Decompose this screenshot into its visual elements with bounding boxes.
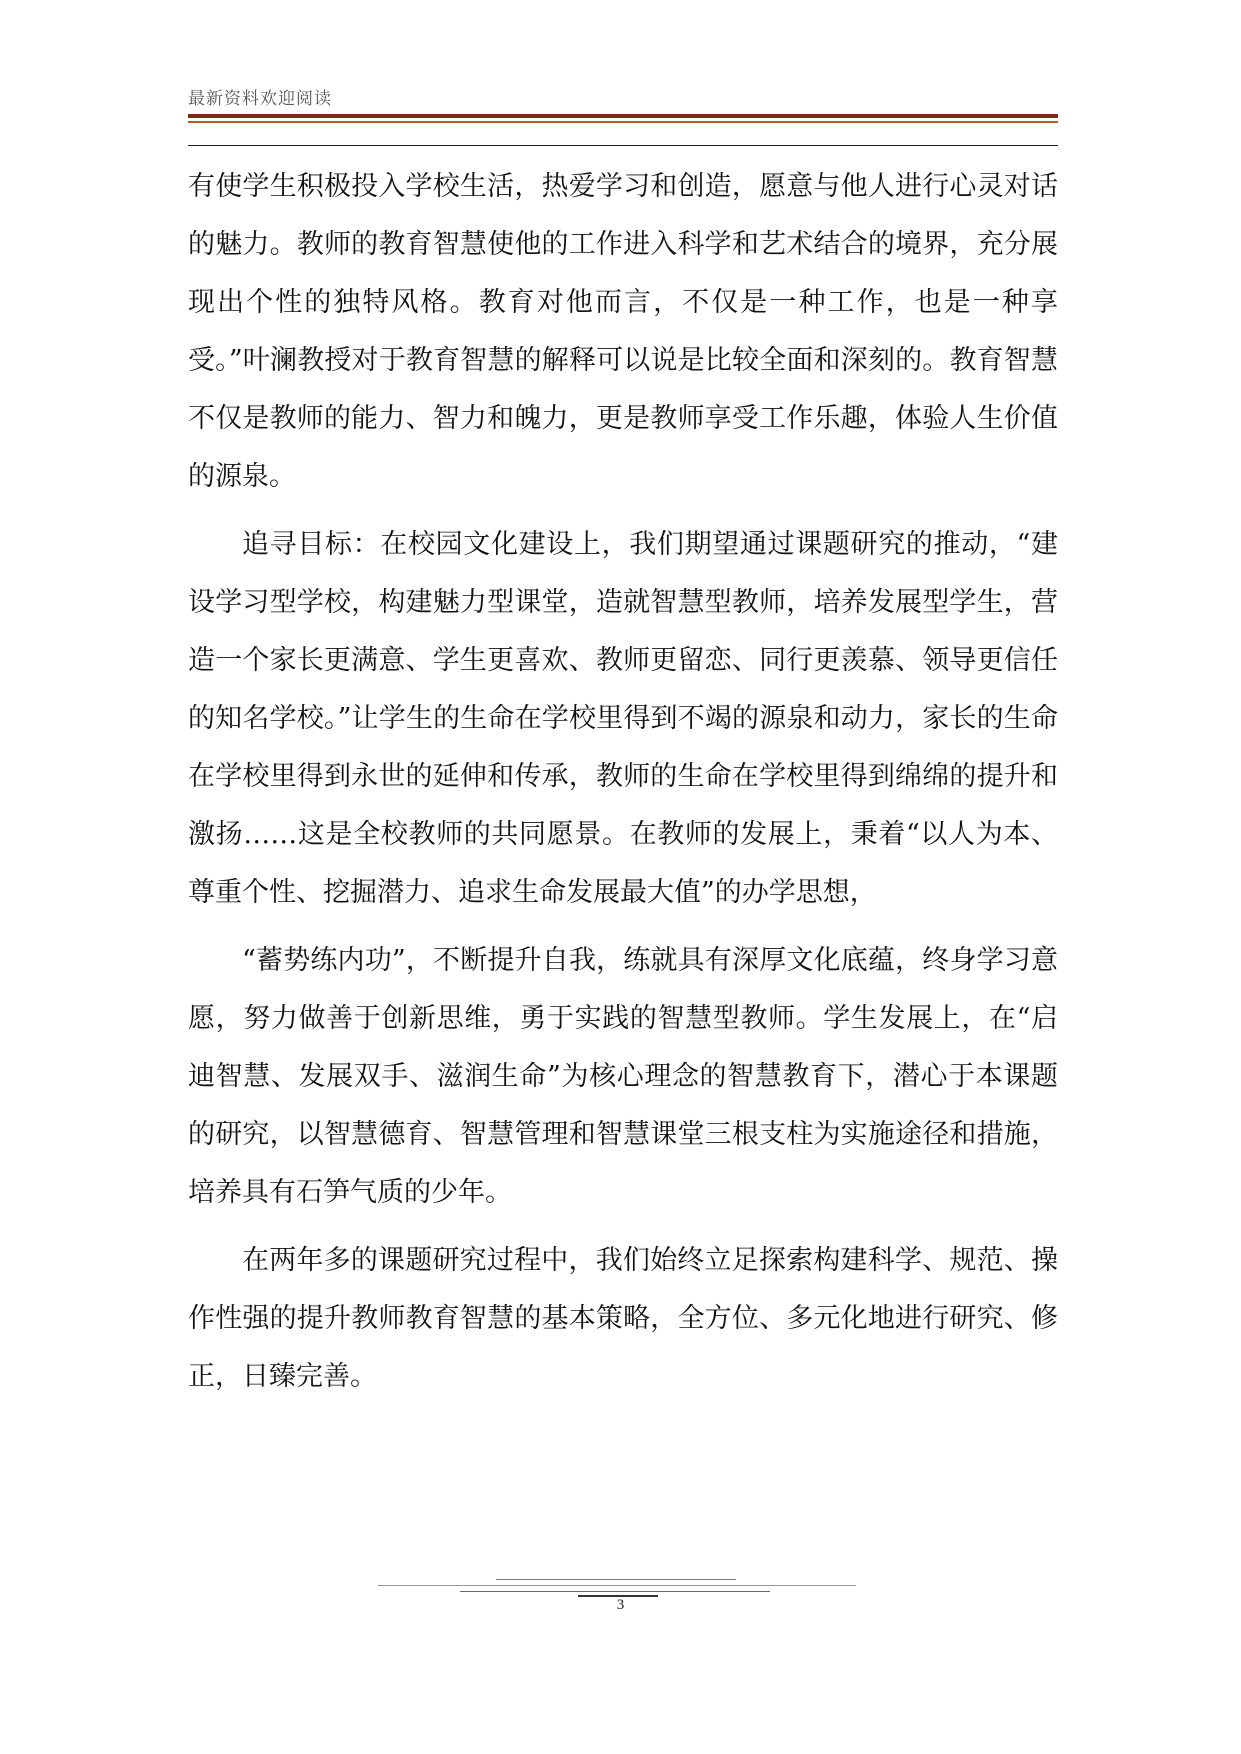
header-rule-underline — [188, 145, 1058, 146]
page-number: 3 — [616, 1597, 625, 1613]
header-rule-thin — [188, 121, 1058, 123]
paragraph-4: 在两年多的课题研究过程中，我们始终立足探索构建科学、规范、操作性强的提升教师教育智慧的基本策略，全方位、多元化地进行研究、修正，日臻完善。 — [188, 1245, 1058, 1392]
paragraph-2: 追寻目标：在校园文化建设上，我们期望通过课题研究的推动，“建设学习型学校，构建魅力型课堂，造就智慧型教师，培养发展型学生，营造一个家长更满意、学生更喜欢、教师更留恋、同行更羡慕、领导更信任的知名学校。”让学生的生命在学校里得到不竭的源泉和动力，家长的生命在学校里得到永世的延伸和传承，教师的生命在学校里得到绵绵的提升和激扬……这是全校教师的共同愿景。在教师的发展上，秉着“以人为本、尊重个性、挖掘潜力、追求生命发展最大值”的办学思想， — [188, 529, 1058, 908]
paragraph-3: “蓄势练内功”，不断提升自我，练就具有深厚文化底蕴，终身学习意愿，努力做善于创新思维，勇于实践的智慧型教师。学生发展上，在“启迪智慧、发展双手、滋润生命”为核心理念的智慧教育下，潜心于本课题的研究，以智慧德育、智慧管理和智慧课堂三根支柱为实施途径和措施，培养具有石笋气质的少年。 — [188, 945, 1058, 1208]
page-header — [188, 88, 1058, 110]
header-text: 最新资料欢迎阅读 — [188, 89, 332, 109]
header-rule-thick — [188, 114, 1058, 118]
document-body — [188, 158, 1058, 1406]
paragraph-1: 有使学生积极投入学校生活，热爱学习和创造，愿意与他人进行心灵对话的魅力。教师的教育智慧使他的工作进入科学和艺术结合的境界，充分展现出个性的独特风格。教育对他而言，不仅是一种工作，也是一种享受。”叶澜教授对于教育智慧的解释可以说是比较全面和深刻的。教育智慧不仅是教师的能力、智力和魄力，更是教师享受工作乐趣，体验人生价值的源泉。 — [188, 171, 1058, 492]
